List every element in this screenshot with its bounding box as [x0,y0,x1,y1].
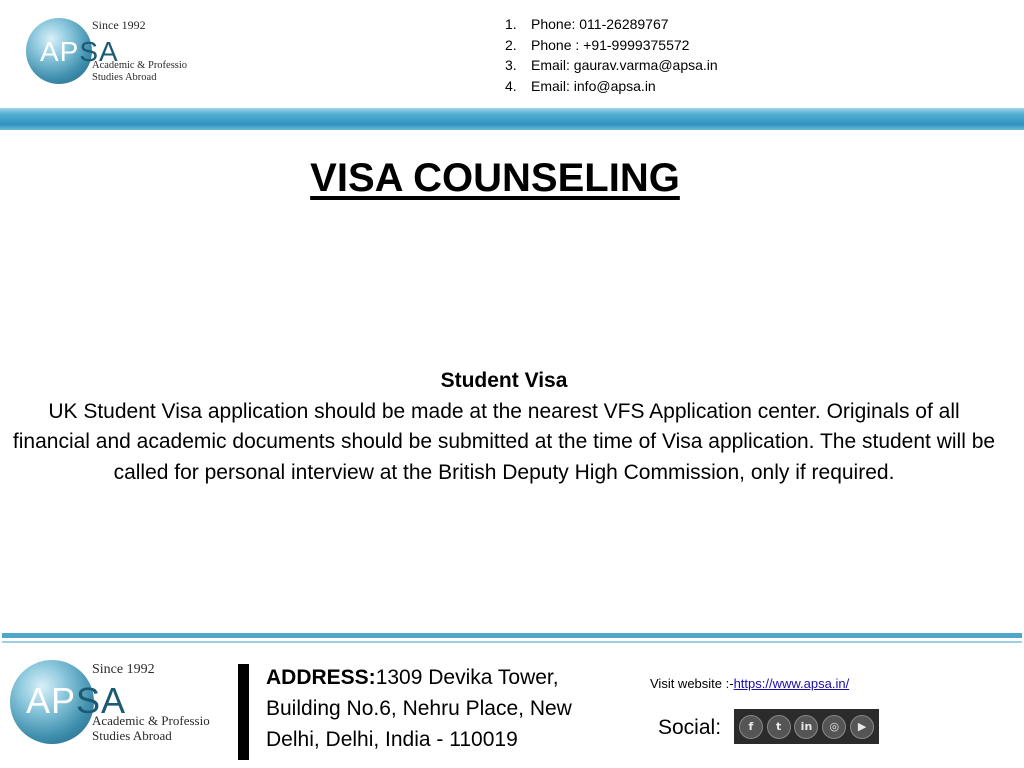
linkedin-icon[interactable]: in [794,715,818,739]
contact-item: 2. Phone : +91-9999375572 [505,36,690,53]
apsa-logo [26,16,194,88]
section-heading: Student Visa [440,369,568,392]
contact-item: 1. Phone: 011-26289767 [505,16,669,32]
contact-item: 4. Email: info@apsa.in [505,77,656,94]
vertical-divider [238,664,249,760]
social-label: Social: [658,716,722,739]
footer-address: ADDRESS:1309 Devika Tower, Building No.6, Nehru Place, New Delhi, Delhi, India - 110019 [266,666,572,751]
logo-since: Since 1992 [92,18,146,32]
contact-item: 3. Email: gaurav.varma@apsa.in [505,57,718,73]
visit-website: Visit website :-https://www.apsa.in/ [650,676,850,691]
logo-tagline: Academic & Professio Studies Abroad [92,713,210,743]
logo-since: Since 1992 [92,662,155,677]
footer-divider-thin [2,641,1022,643]
logo-mark: APSA [26,680,127,721]
website-link[interactable]: https://www.apsa.in/ [733,676,850,691]
twitter-icon[interactable]: t [767,715,791,739]
contact-list [505,14,718,96]
section-paragraph: UK Student Visa application should be made at the nearest VFS Application center. Originals of all financial and academic documents should be submitted at the time of Visa application. The student will be called for personal interview at the British Deputy High Commission, only if required. [12,399,996,484]
content-block [8,366,1000,488]
youtube-icon[interactable]: ▶ [850,715,874,739]
logo-mark: APSA [40,36,119,67]
instagram-icon[interactable]: ◎ [822,715,846,739]
facebook-icon[interactable]: f [739,715,763,739]
page-title: VISA COUNSELING [310,156,680,200]
header-band [0,108,1024,130]
footer-divider [2,633,1022,638]
apsa-logo-footer [10,656,220,748]
logo-tagline: Academic & Professio Studies Abroad [92,60,188,84]
social-icons [734,709,879,744]
